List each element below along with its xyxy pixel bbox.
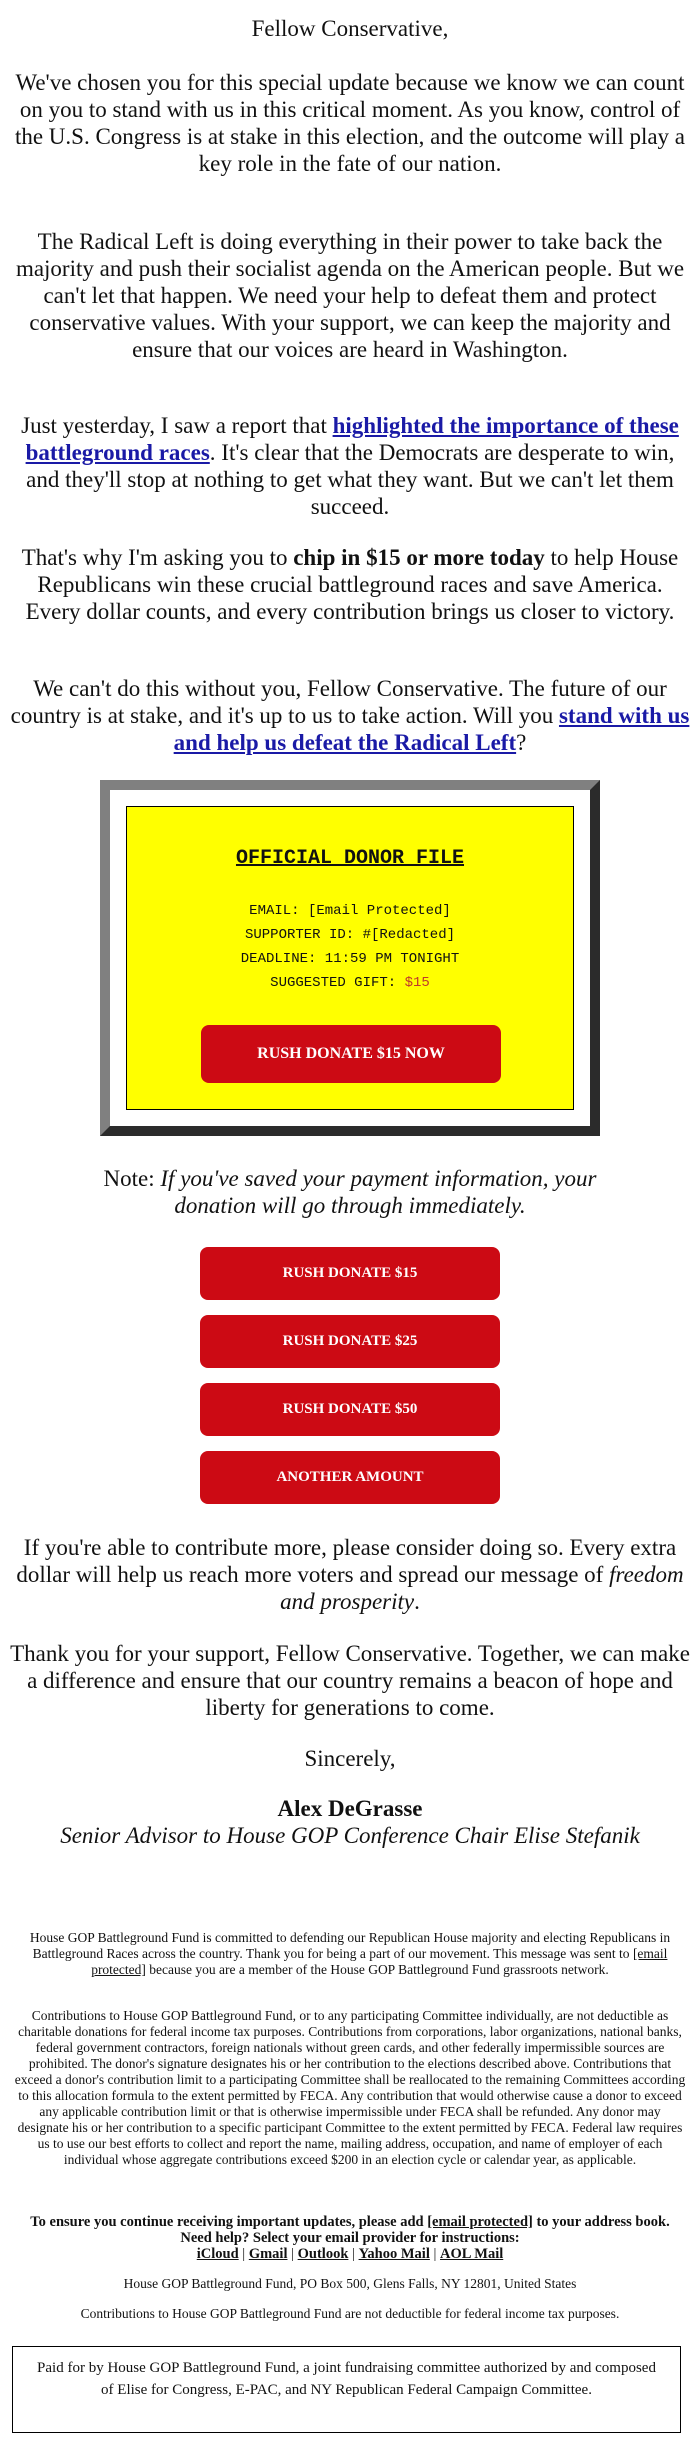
separator: |	[429, 2246, 441, 2262]
paragraph-ask	[8, 544, 692, 625]
closing: Sincerely,	[304, 1746, 396, 1771]
footer-address-book	[14, 2214, 686, 2262]
text: ?	[516, 730, 527, 755]
footer-postal-address: House GOP Battleground Fund, PO Box 500, Glens Falls, NY 12801, United States	[123, 2276, 577, 2291]
separator: |	[348, 2246, 359, 2262]
suggested-gift	[127, 971, 573, 995]
battleground-races-link[interactable]: highlighted the importance of these battleground races	[25, 413, 679, 465]
gift-label: SUGGESTED GIFT:	[270, 975, 405, 991]
paragraph-radical-left: The Radical Left is doing everything in their power to take back the majority and push their socialist agenda on the American people. But we can't let that happen. We need your help to defeat them and protect conservative values. With your support, we can keep the majority and ensure that our voices are heard in Washington.	[15, 229, 685, 362]
text: because you are a member of the House GOP Battleground Fund grassroots network.	[145, 1962, 609, 1977]
donor-file-fields	[127, 899, 573, 995]
deadline: DEADLINE: 11:59 PM TONIGHT	[240, 951, 460, 967]
text: We can't do this without you, Fellow Conservative. The future of our country is at stake, and it's up to us to take action. Will you	[10, 676, 667, 728]
paragraph-contribute-more	[8, 1534, 692, 1615]
email-link[interactable]: [email protected]	[91, 1946, 668, 1977]
donor-file-card	[126, 806, 574, 1110]
text: . It's clear that the Democrats are desperate to win, and they'll stop at nothing to get what they want. But we can't let them succeed.	[26, 440, 675, 519]
text: If you're able to contribute more, please consider doing so. Every extra dollar will help us reach more voters and spread our message of	[16, 1535, 677, 1587]
paragraph-report	[8, 412, 692, 520]
gmail-link[interactable]: Gmail	[248, 2246, 288, 2262]
footer-mission	[14, 1930, 686, 1978]
paragraph-stand	[8, 675, 692, 756]
outlook-link[interactable]: Outlook	[297, 2246, 349, 2262]
greeting: Fellow Conservative,	[251, 16, 449, 41]
payment-note	[70, 1165, 630, 1219]
paragraph-thanks: Thank you for your support, Fellow Conservative. Together, we can make a difference and ensure that our country remains a beacon of hope and liberty for generations to come.	[10, 1641, 690, 1720]
text: House GOP Battleground Fund is committed to defending our Republican House majority and electing Republicans in Battleground Races across the country. Thank you for being a part of our movement. This message was sent to	[29, 1930, 671, 1961]
rush-donate-15-now-button[interactable]: RUSH DONATE $15 NOW	[201, 1025, 501, 1083]
donate-25-button[interactable]: RUSH DONATE $25	[200, 1315, 500, 1368]
supporter-id: SUPPORTER ID: #[Redacted]	[244, 927, 456, 943]
footer-legal: Contributions to House GOP Battleground Fund, or to any participating Committee individually, are not deductible as charitable donations for federal income tax purposes. Contributions from corporations, labor organizations, national banks, federal government contractors, foreign nationals without green cards, and other federally impermissible sources are prohibited. The donor's signature designates his or her contribution to the elections described above. Contributions that exceed a donor's contribution limit to a participating Committee shall be reallocated to the remaining Committees according to this allocation formula to the extent permitted by FECA. Any contribution that would otherwise cause a donor to exceed any applicable contribution limit or that is otherwise impermissible under FECA shall be refunded. Any donor may designate his or her contribution to a specific participant Committee to the extent permitted by FECA. Federal law requires us to use our best efforts to collect and report the name, mailing address, occupation, and name of employer of each individual whose aggregate contributions exceed $200 in an election cycle or calendar year, as applicable.	[14, 2008, 686, 2167]
italic-text: freedom and prosperity	[280, 1562, 684, 1614]
signer-name: Alex DeGrasse	[277, 1796, 423, 1821]
signer-title: Senior Advisor to House GOP Conference Chair Elise Stefanik	[60, 1823, 640, 1848]
text: That's why I'm asking you to	[21, 545, 294, 570]
aol-mail-link[interactable]: AOL Mail	[440, 2246, 504, 2262]
yahoo-mail-link[interactable]: Yahoo Mail	[358, 2246, 430, 2262]
text: To ensure you continue receiving important updates, please add	[30, 2214, 428, 2230]
icloud-link[interactable]: iCloud	[196, 2246, 239, 2262]
text: .	[414, 1589, 420, 1614]
separator: |	[238, 2246, 249, 2262]
text: to your address book. Need help? Select your email provider for instructions:	[180, 2214, 670, 2246]
note-text: If you've saved your payment information, your donation will go through immediately.	[154, 1166, 597, 1218]
stand-with-us-link[interactable]: stand with us and help us defeat the Radical Left	[173, 703, 690, 755]
donate-50-button[interactable]: RUSH DONATE $50	[200, 1383, 500, 1436]
paid-for-text: Paid for by House GOP Battleground Fund, a joint fundraising committee authorized by and composed of Elise for Congress, E-PAC, and NY Republican Federal Campaign Committee.	[37, 2360, 656, 2398]
donor-email: EMAIL: [Email Protected]	[249, 903, 451, 919]
another-amount-button[interactable]: ANOTHER AMOUNT	[200, 1451, 500, 1504]
paragraph-intro: We've chosen you for this special update because we know we can count on you to stand with us in this critical moment. As you know, control of the U.S. Congress is at stake in this election, and the outcome will play a key role in the fate of our nation.	[14, 70, 686, 176]
text: to help House Republicans win these crucial battleground races and save America. Every dollar counts, and every contribution brings us closer to victory.	[25, 545, 679, 624]
sender-email-link[interactable]: [email protected]	[427, 2214, 533, 2230]
donate-15-button[interactable]: RUSH DONATE $15	[200, 1247, 500, 1300]
donor-file-frame	[100, 780, 600, 1136]
note-label: Note:	[103, 1166, 155, 1191]
footer-tax-notice: Contributions to House GOP Battleground Fund are not deductible for federal income tax purposes.	[80, 2306, 620, 2321]
donor-file-title: OFFICIAL DONOR FILE	[235, 847, 465, 870]
paid-for-disclaimer	[12, 2346, 681, 2433]
separator: |	[287, 2246, 298, 2262]
text: Just yesterday, I saw a report that	[21, 413, 333, 438]
ask-amount-text: chip in $15 or more today	[293, 545, 545, 570]
gift-value: $15	[404, 975, 430, 991]
